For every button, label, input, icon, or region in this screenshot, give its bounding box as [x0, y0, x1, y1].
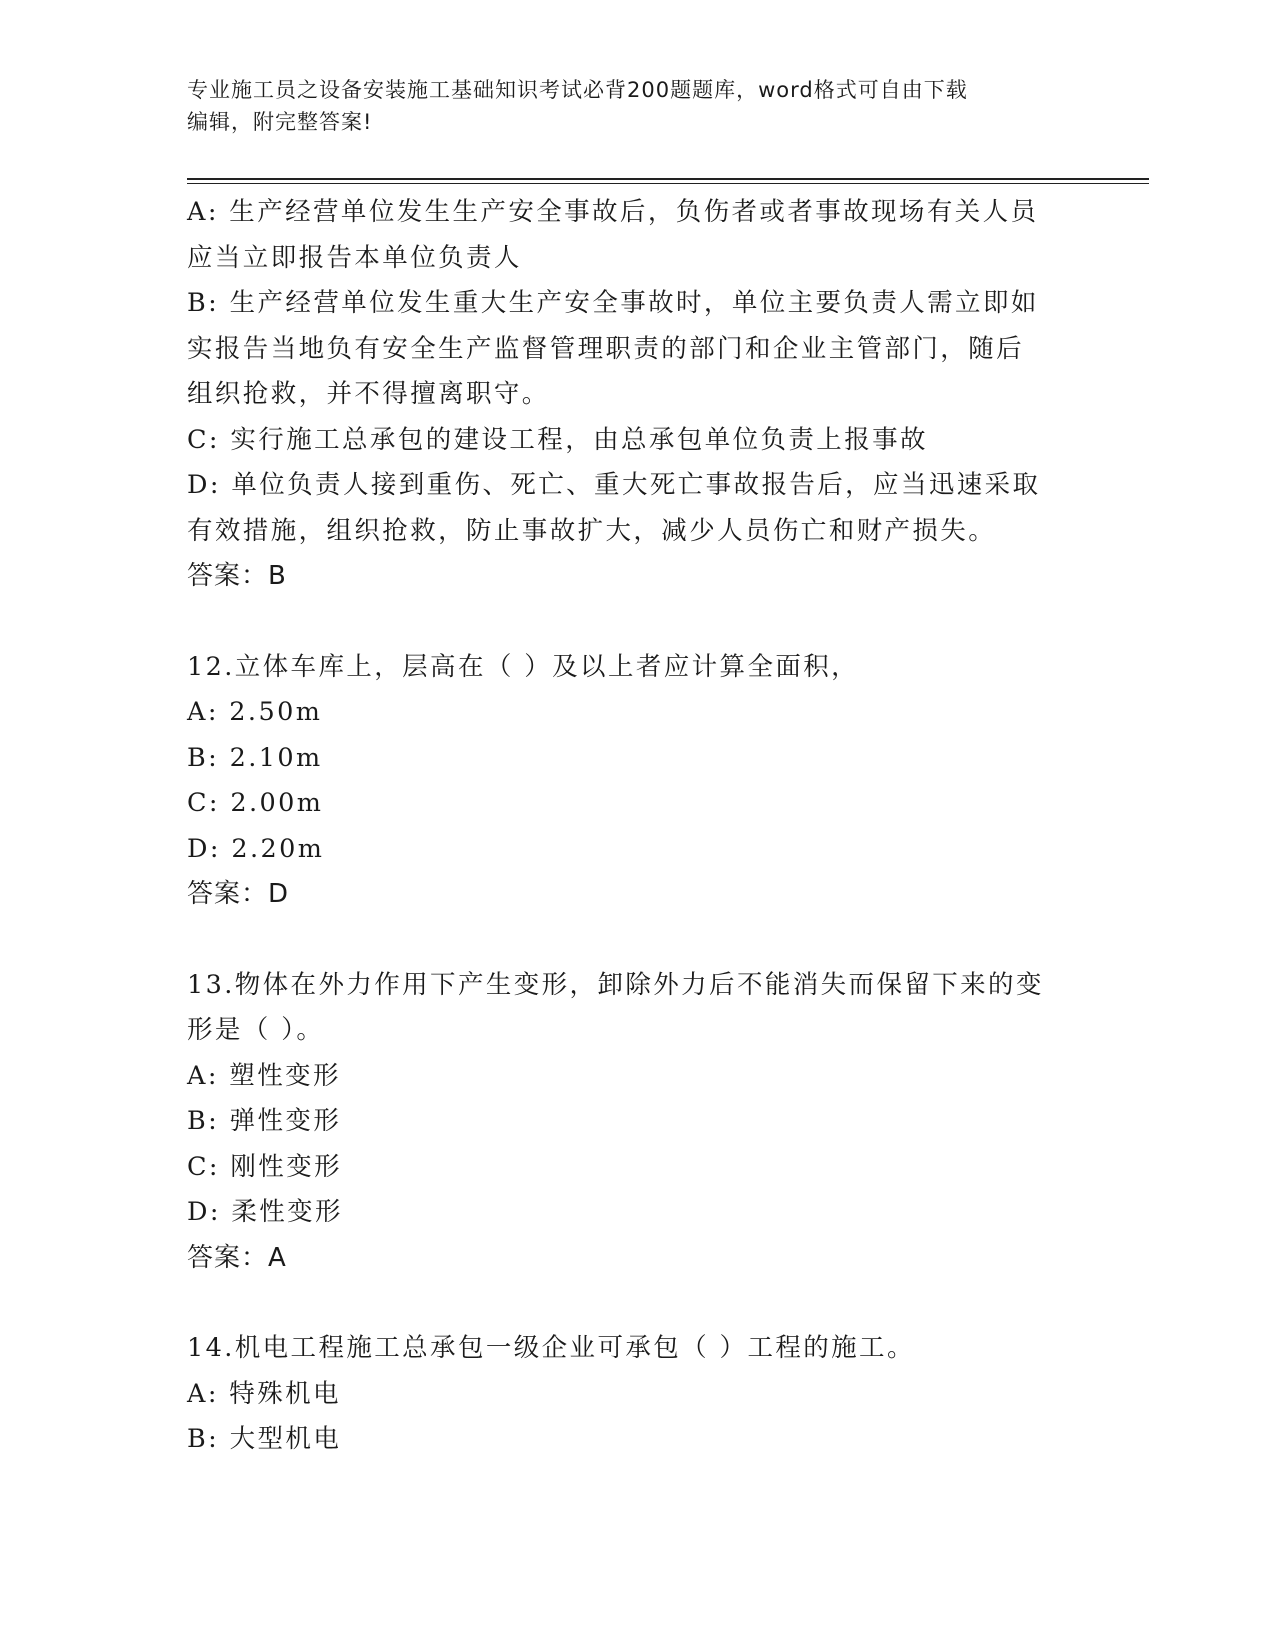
question-12-block	[187, 645, 1087, 918]
q12-option-d: D: 2.20m	[187, 833, 325, 864]
q11-option-a-line-1: A: 生产经营单位发生生产安全事故后，负伤者或者事故现场有关人员	[187, 197, 1039, 227]
spacer	[187, 1281, 1087, 1326]
q11-option-d-line-1: D: 单位负责人接到重伤、死亡、重大死亡事故报告后，应当迅速采取	[187, 470, 1041, 500]
q13-question-line-2: 形是（ ）。	[187, 1015, 325, 1045]
spacer	[187, 600, 1087, 645]
header-line-2: 编辑，附完整答案!	[187, 110, 373, 134]
question-14-block	[187, 1326, 1087, 1463]
q12-question: 12.立体车库上，层高在（ ）及以上者应计算全面积，	[187, 651, 860, 682]
spacer	[187, 918, 1087, 963]
q12-option-b: B: 2.10m	[187, 742, 323, 773]
q11-option-b-line-3: 组织抢救，并不得擅离职守。	[187, 379, 550, 409]
header-line-1: 专业施工员之设备安装施工基础知识考试必背200题题库，word格式可自由下载	[187, 78, 968, 102]
q11-option-c: C: 实行施工总承包的建设工程，由总承包单位负责上报事故	[187, 424, 928, 455]
q11-option-b-line-1: B: 生产经营单位发生重大生产安全事故时，单位主要负责人需立即如	[187, 288, 1039, 318]
q12-option-a: A: 2.50m	[187, 697, 323, 727]
q13-option-b: B: 弹性变形	[187, 1106, 342, 1136]
q14-option-a: A: 特殊机电	[187, 1378, 341, 1409]
q13-question-line-1: 13.物体在外力作用下产生变形，卸除外力后不能消失而保留下来的变	[187, 969, 1044, 1000]
q14-option-b: B: 大型机电	[187, 1424, 342, 1454]
q11-option-d-line-2: 有效措施，组织抢救，防止事故扩大，减少人员伤亡和财产损失。	[187, 515, 997, 546]
question-list	[187, 190, 1087, 1463]
q13-option-a: A: 塑性变形	[187, 1060, 341, 1091]
header-divider-thin	[187, 183, 1149, 184]
q12-option-c: C: 2.00m	[187, 788, 324, 818]
q14-question: 14.机电工程施工总承包一级企业可承包（ ）工程的施工。	[187, 1333, 915, 1363]
q13-option-d: D: 柔性变形	[187, 1197, 343, 1227]
q11-answer: 答案：B	[187, 561, 287, 591]
q12-answer: 答案：D	[187, 879, 290, 909]
question-11-block	[187, 190, 1087, 600]
q11-option-a-line-2: 应当立即报告本单位负责人	[187, 242, 522, 273]
q13-answer: 答案：A	[187, 1242, 287, 1273]
header-divider-thick	[187, 178, 1149, 180]
document-header	[187, 74, 1067, 138]
question-13-block	[187, 963, 1087, 1282]
q11-option-b-line-2: 实报告当地负有安全生产监督管理职责的部门和企业主管部门，随后	[187, 333, 1025, 364]
q13-option-c: C: 刚性变形	[187, 1151, 343, 1182]
